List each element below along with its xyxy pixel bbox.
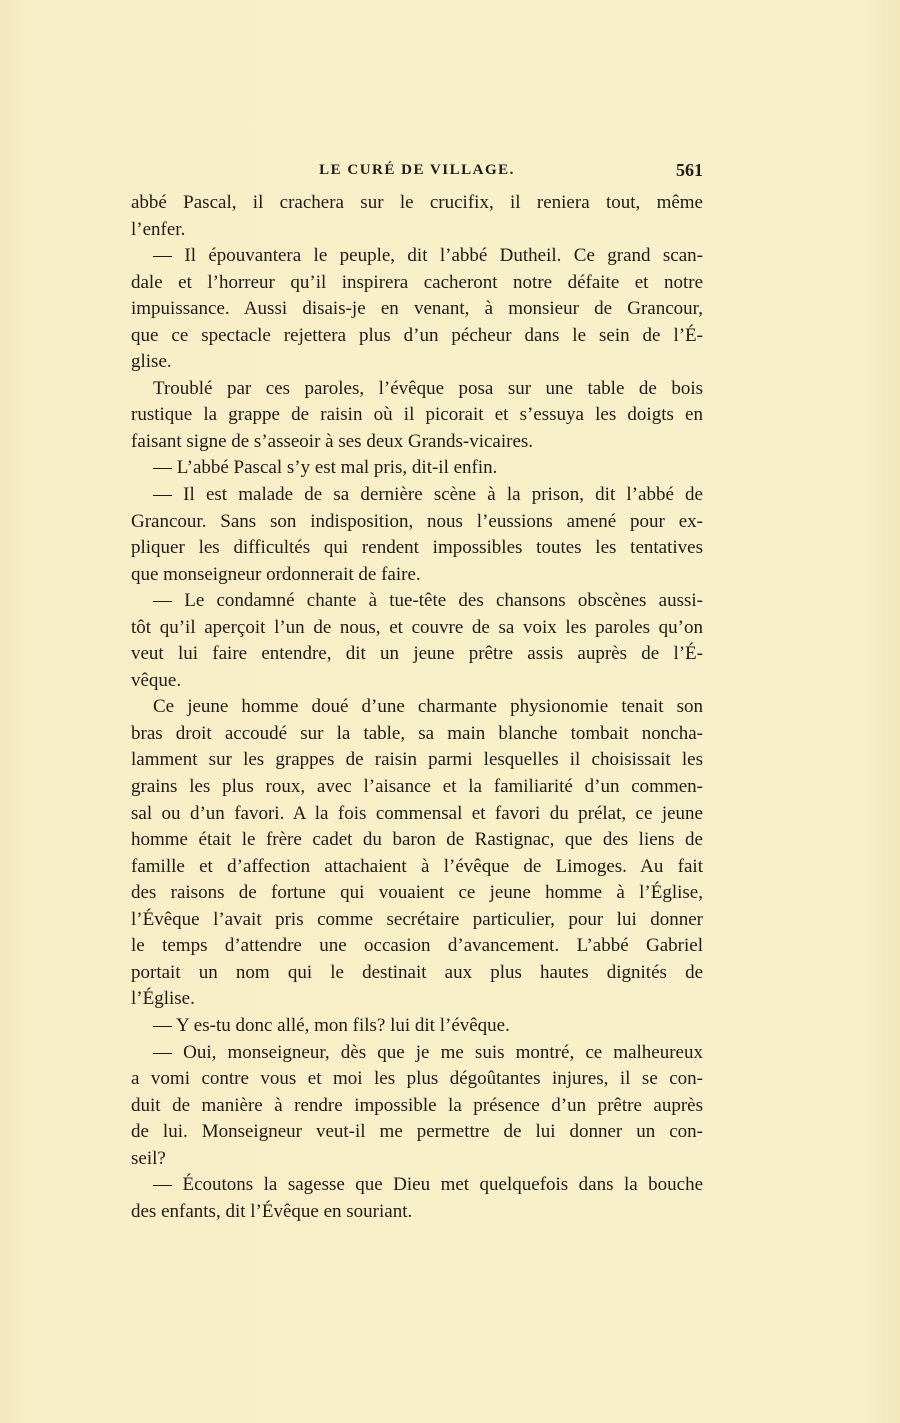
page-number: 561 (676, 160, 703, 180)
text-line: l’enfer. (131, 218, 186, 240)
text-line: abbé Pascal, il crachera sur le crucifix, il reniera tout, même (131, 192, 703, 213)
text-line: bras droit accoudé sur la table, sa main blanche tombait noncha- (131, 722, 703, 744)
paragraph (131, 243, 703, 376)
text-line: lamment sur les grappes de raisin parmi lesquelles il choisissait les (131, 749, 703, 771)
text-line: le temps d’attendre une occasion d’avancement. L’abbé Gabriel (131, 935, 703, 957)
text-line: — Le condamné chante à tue-tête des chansons obscènes aussi- (153, 590, 703, 612)
text-line: Troublé par ces paroles, l’évêque posa sur une table de bois (153, 377, 703, 399)
text-line: — Il épouvantera le peuple, dit l’abbé Dutheil. Ce grand scan- (153, 245, 703, 267)
text-line: — Il est malade de sa dernière scène à la prison, dit l’abbé de (153, 484, 703, 506)
body-text (131, 190, 703, 1225)
text-line: l’Évêque l’avait pris comme secrétaire particulier, pour lui donner (131, 908, 703, 930)
paragraph (131, 588, 703, 694)
text-line: — L’abbé Pascal s’y est mal pris, dit-il enfin. (153, 457, 498, 479)
paragraph (131, 1013, 703, 1040)
paragraph (131, 1040, 703, 1173)
paragraph (131, 1172, 703, 1225)
text-line: dale et l’horreur qu’il inspirera cacheront notre défaite et notre (131, 271, 703, 293)
text-line: rustique la grappe de raisin où il picorait et s’essuya les doigts en (131, 404, 703, 426)
text-line: des enfants, dit l’Évêque en souriant. (131, 1200, 413, 1222)
text-line: Ce jeune homme doué d’une charmante physionomie tenait son (153, 696, 703, 718)
text-line: que ce spectacle rejettera plus d’un pécheur dans le sein de l’É- (131, 324, 703, 346)
text-line: Grancour. Sans son indisposition, nous l’eussions amené pour ex- (131, 510, 703, 532)
paragraph (131, 694, 703, 1013)
text-line: pliquer les difficultés qui rendent impossibles toutes les tentatives (131, 537, 703, 559)
paragraph (131, 455, 703, 482)
text-line: duit de manière à rendre impossible la présence d’un prêtre auprès (131, 1094, 703, 1116)
text-line: sal ou d’un favori. A la fois commensal et favori du prélat, ce jeune (131, 802, 703, 824)
text-line: que monseigneur ordonnerait de faire. (131, 563, 421, 585)
text-line: portait un nom qui le destinait aux plus hautes dignités de (131, 961, 703, 983)
text-line: — Oui, monseigneur, dès que je me suis montré, ce malheureux (153, 1041, 703, 1063)
text-line: veut lui faire entendre, dit un jeune prêtre assis auprès de l’É- (131, 643, 703, 665)
text-line: homme était le frère cadet du baron de Rastignac, que des liens de (131, 829, 703, 851)
paragraph (131, 190, 703, 243)
text-line: — Écoutons la sagesse que Dieu met quelquefois dans la bouche (153, 1174, 703, 1196)
text-line: l’Église. (131, 988, 195, 1010)
text-line: des raisons de fortune qui vouaient ce jeune homme à l’Église, (131, 882, 703, 904)
text-line: glise. (131, 351, 172, 373)
text-line: seil? (131, 1147, 166, 1169)
text-line: impuissance. Aussi disais-je en venant, à monsieur de Grancour, (131, 298, 703, 320)
text-line: vêque. (131, 669, 182, 691)
text-line: — Y es-tu donc allé, mon fils? lui dit l’évêque. (153, 1014, 510, 1036)
text-line: a vomi contre vous et moi les plus dégoûtantes injures, il se con- (131, 1068, 703, 1090)
text-line: faisant signe de s’asseoir à ses deux Grands-vicaires. (131, 430, 534, 452)
paragraph (131, 482, 703, 588)
text-line: grains les plus roux, avec l’aisance et la familiarité d’un commen- (131, 776, 703, 798)
running-head-title: LE CURÉ DE VILLAGE. (319, 162, 515, 178)
paragraph (131, 376, 703, 456)
text-line: de lui. Monseigneur veut-il me permettre de lui donner un con- (131, 1121, 703, 1143)
text-line: tôt qu’il aperçoit l’un de nous, et couvre de sa voix les paroles qu’on (131, 616, 703, 638)
text-line: famille et d’affection attachaient à l’évêque de Limoges. Au fait (131, 855, 703, 877)
running-head (131, 158, 703, 184)
